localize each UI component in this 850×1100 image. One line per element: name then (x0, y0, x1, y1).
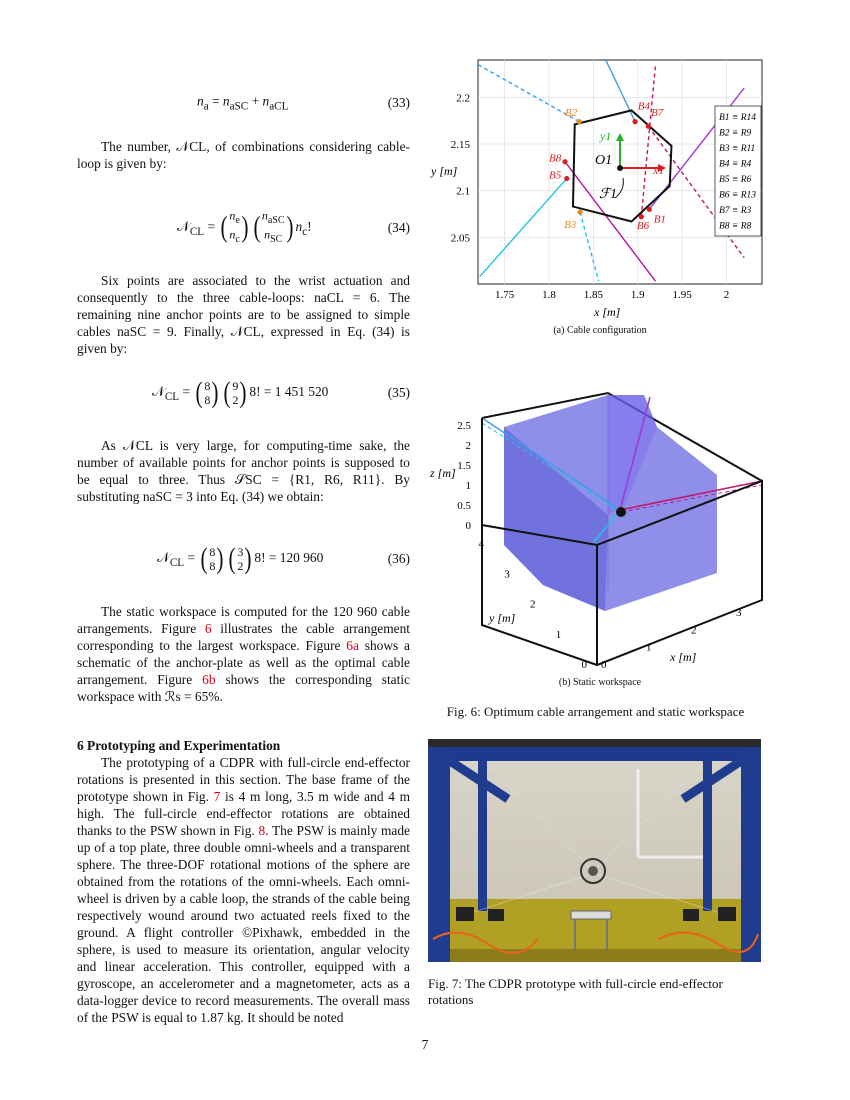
x-tick-label: 2 (723, 289, 730, 301)
paragraph-1: The number, 𝒩CL, of combinations considering cable-loop is given by: (77, 139, 410, 171)
figure-link[interactable]: 6a (346, 638, 359, 653)
left-column (428, 747, 450, 962)
equation-number: (36) (387, 551, 410, 566)
legend-entry: B3 ≡ R11 (719, 144, 756, 154)
x-axis-label: x [m] (594, 305, 621, 319)
anchor-point-label: B6 (636, 219, 650, 232)
equation-number: (35) (387, 385, 410, 400)
anchor-point-label: B3 (564, 219, 577, 231)
anchor-point (564, 176, 569, 181)
anchor-point-label: B5 (549, 169, 562, 182)
end-effector-core (588, 866, 598, 876)
top-beam (428, 747, 761, 761)
x-tick-label: 2 (691, 624, 697, 637)
anchor-point (639, 214, 644, 219)
figure-link[interactable]: 6b (202, 672, 216, 687)
legend-box (715, 106, 761, 236)
x-tick-label: 1.75 (495, 289, 515, 301)
legend-entry: B5 ≡ R6 (719, 175, 752, 185)
anchor-point-label: B4 (637, 100, 650, 113)
legend-entry: B6 ≡ R13 (719, 190, 757, 201)
equation-36: 𝒩$_{CL}$ = ( 8 8 ) ( 3 2 ) 8! = 120 960 (36) (157, 542, 410, 575)
y-tick-label: 2 (530, 598, 536, 611)
equation-number: (33) (387, 95, 410, 110)
y-tick-label: 1 (555, 628, 562, 641)
legend-entry: B1 ≡ R14 (719, 113, 757, 123)
anchor-point (577, 210, 582, 215)
legend-entry: B8 ≡ R8 (719, 221, 752, 232)
y-tick-label: 2.15 (450, 139, 470, 151)
anchor-point (647, 207, 652, 212)
figure-6-caption: Fig. 6: Optimum cable arrangement and static workspace (446, 704, 745, 719)
legend-entry: B2 ≡ R9 (719, 128, 752, 139)
subcaption-6b: (b) Static workspace (558, 677, 642, 688)
equation-34: 𝒩$_{CL}$ = ( $n_e$ $n_c$ ) ( $n_{aSC}$ $n_{SC}$ ) $n_c$! (34) (177, 208, 410, 246)
frame-label: ℱ1 (599, 187, 618, 202)
paragraph-4: The static workspace is computed for the 120 960 cable arrangements. Figure 6 illustrates the cable arrangement corresponding to the largest workspace. Figure 6a shows a schematic of the anchor-plate as well as the optimal cable arrangement. Figure 6b shows the corresponding static workspace with ℛs = 65%. (77, 604, 410, 704)
figure-7-caption: Fig. 7: The CDPR prototype with full-circle end-effector rotations (428, 976, 723, 1007)
x-tick-label: 1.9 (630, 289, 645, 301)
figure-7-photo (428, 739, 761, 962)
subcaption-6a: (a) Cable configuration (553, 325, 647, 336)
origin-point (617, 165, 623, 171)
equation-35: 𝒩$_{CL}$ = ( 8 8 ) ( 9 2 ) 8! = 1 451 520 (35) (152, 376, 410, 409)
x1-label: x1 (653, 163, 665, 177)
right-column (741, 747, 761, 962)
table-top (571, 911, 611, 919)
y-tick-label: 2.05 (450, 232, 470, 245)
z-tick-label: 2 (465, 440, 471, 452)
z-tick-label: 1.5 (457, 460, 471, 472)
inner-right-column (703, 761, 712, 911)
figure-6a-chart (425, 50, 765, 345)
z-tick-label: 0 (465, 520, 471, 532)
cable-line (480, 179, 567, 277)
section-6: 6 Prototyping and Experimentation The prototyping of a CDPR with full-circle end-effector rotations is presented in this section. The base frame of the prototype shown in Fig. 7 is 4 m long, 3.5 m wide and 4 m high. The full-circle end-effector rotations are obtained thanks to the PSW shown in Fig. 8. The PSW is mainly made up of a top plate, three double omni-wheels and a transparent sphere. The three-DOF rotational motions of the sphere are obtained from the rotations of the omni-wheels. Each omni-wheel is driven by a cable loop, the strands of the cable being respectively wound around two actuated reels fixed to the ground. A flight controller ©Pixhawk, embedded in the sphere, is used to measure its orientation, angular velocity and linear acceleration. This controller, equipped with a gyroscope, an accelerometer and a magnetometer, acts as a data-logger device to record measurements. The overall mass of the PSW is equal to 1.87 kg. It should be noted (77, 738, 410, 1025)
figure-link[interactable]: 6 (204, 621, 212, 636)
legend-entry: B4 ≡ R4 (719, 159, 752, 170)
figure-link[interactable]: 7 (213, 789, 221, 804)
equation-number: (34) (387, 220, 410, 235)
anchor-point-label: B7 (651, 107, 664, 119)
x-tick-label: 1.8 (542, 289, 556, 301)
cable-line (641, 65, 655, 217)
figure-6b-workspace (425, 385, 770, 677)
anchor-point-label: B2 (564, 107, 578, 119)
y-axis-label: y [m] (431, 164, 458, 178)
x-tick-label: 1.95 (672, 289, 692, 301)
x-tick-label: 1.85 (583, 289, 603, 301)
x-tick-label: 1 (646, 641, 652, 654)
z-tick-label: 1 (465, 480, 471, 492)
z-axis-label: z [m] (430, 466, 456, 480)
y-tick-label: 0 (581, 659, 587, 671)
origin-label: O1 (595, 153, 613, 168)
y-tick-label: 2.2 (456, 92, 470, 105)
y1-label: y1 (600, 129, 612, 143)
y-axis-label: y [m] (489, 611, 516, 625)
floor-front (428, 949, 761, 962)
figure-link[interactable]: 8 (258, 823, 266, 838)
z-tick-label: 2.5 (457, 420, 471, 432)
equation-33: $n_a = n_{aSC} + n_{aCL}$ (33) (197, 93, 410, 113)
anchor-point-label: B8 (549, 152, 562, 165)
inner-left-column (478, 761, 487, 911)
anchor-point (632, 119, 637, 124)
x-axis-label: x [m] (670, 650, 697, 664)
paragraph-2: Six points are associated to the wrist actuation and consequently to the three cable-loops: naCL = 6. The remaining nine anchor points are to be assigned to simple cables naSC = 9. Finally, 𝒩CL, expressed in Eq. (34) is given by: (77, 273, 410, 356)
y-tick-label: 4 (478, 538, 484, 550)
y1-arrowhead (616, 133, 624, 141)
y-tick-label: 2.1 (456, 185, 470, 198)
x-tick-label: 0 (601, 659, 607, 671)
paragraph-3: As 𝒩CL is very large, for computing-time sake, the number of available points for anchor points is supposed to be equal to three. Thus 𝒮SC = {R1, R6, R11}. By substituting naSC = 3 into Eq. (34) we obtain: (77, 438, 410, 504)
y-tick-label: 3 (504, 568, 510, 581)
section-heading: 6 Prototyping and Experimentation (77, 738, 281, 753)
end-effector (616, 507, 626, 517)
cable-line (580, 212, 599, 281)
anchor-point (562, 159, 567, 164)
x-tick-label: 3 (736, 607, 742, 619)
anchor-point (646, 124, 651, 129)
anchor-point (577, 119, 582, 124)
z-tick-label: 0.5 (457, 500, 471, 512)
page-number: 7 (421, 1037, 429, 1052)
legend-entry: B7 ≡ R3 (719, 206, 752, 216)
anchor-point-label: B1 (653, 213, 666, 226)
